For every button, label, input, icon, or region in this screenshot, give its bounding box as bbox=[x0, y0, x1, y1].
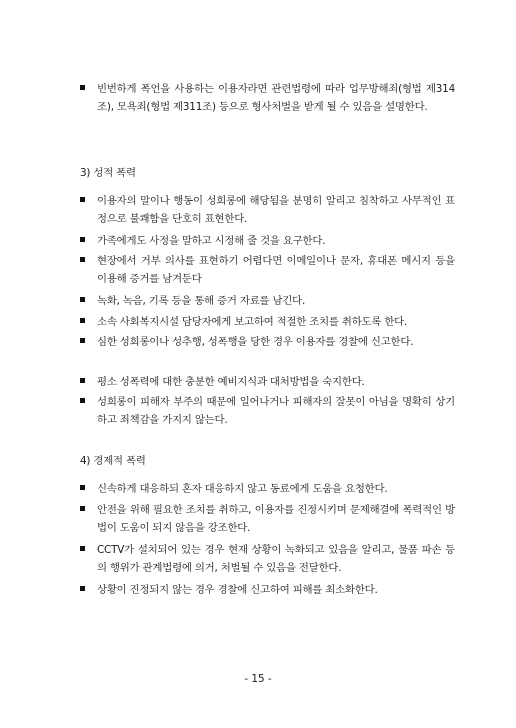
bullet-square-icon bbox=[80, 485, 85, 490]
bullet-square-icon bbox=[80, 378, 85, 383]
list-item-text: 녹화, 녹음, 기록 등을 통해 증거 자료를 남긴다. bbox=[97, 295, 306, 307]
bullet-square-icon bbox=[80, 237, 85, 242]
bullet-square-icon bbox=[80, 85, 85, 90]
list-item bbox=[80, 232, 455, 250]
list-item-text: 평소 성폭력에 대한 충분한 예비지식과 대처방법을 숙지한다. bbox=[97, 376, 365, 388]
list-item-text: 신속하게 대응하되 혼자 대응하지 않고 동료에게 도움을 요청한다. bbox=[97, 483, 388, 495]
list-item bbox=[80, 192, 455, 228]
list-item bbox=[80, 480, 455, 498]
list-item bbox=[80, 252, 455, 288]
list-item bbox=[80, 393, 455, 429]
bullet-square-icon bbox=[80, 338, 85, 343]
list-item-text: 소속 사회복지시설 담당자에게 보고하여 적절한 조치를 취하도록 한다. bbox=[97, 316, 408, 328]
list-item bbox=[80, 581, 455, 599]
bullet-square-icon bbox=[80, 318, 85, 323]
list-item bbox=[80, 501, 455, 537]
list-item-text: 안전을 위해 필요한 조치를 취하고, 이용자를 진정시키며 문제해결에 폭력적인 방법이 도움이 되지 않음을 강조한다. bbox=[97, 504, 455, 534]
list-item bbox=[80, 541, 455, 577]
list-item bbox=[80, 313, 455, 331]
section-heading: 4) 경제적 폭력 bbox=[80, 455, 146, 467]
list-item-text: 심한 성희롱이나 성추행, 성폭행을 당한 경우 이용자를 경찰에 신고한다. bbox=[97, 336, 414, 348]
list-item-text: 성희롱이 피해자 부주의 때문에 일어나거나 피해자의 잘못이 아님을 명확히 상기하고 죄책감을 가지지 않는다. bbox=[97, 396, 455, 426]
list-item-text: 빈번하게 폭언을 사용하는 이용자라면 관련법령에 따라 업무방해죄(형법 제314조), 모욕죄(형법 제311조) 등으로 형사처벌을 받게 될 수 있음을 설명한다. bbox=[97, 83, 455, 113]
bullet-square-icon bbox=[80, 586, 85, 591]
list-item bbox=[80, 292, 455, 310]
list-item-text: 현장에서 거부 의사를 표현하기 어렵다면 이메일이나 문자, 휴대폰 메시지 등을 이용해 증거를 남겨둔다 bbox=[97, 255, 455, 285]
list-item bbox=[80, 373, 455, 391]
section-heading: 3) 성적 폭력 bbox=[80, 167, 136, 179]
list-item bbox=[80, 333, 455, 351]
bullet-square-icon bbox=[80, 257, 85, 262]
list-item-text: 상황이 진정되지 않는 경우 경찰에 신고하여 피해를 최소화한다. bbox=[97, 584, 378, 596]
bullet-square-icon bbox=[80, 506, 85, 511]
bullet-square-icon bbox=[80, 398, 85, 403]
list-item bbox=[80, 80, 455, 116]
list-item-text: 가족에게도 사정을 말하고 시정해 줄 것을 요구한다. bbox=[97, 235, 326, 247]
bullet-square-icon bbox=[80, 297, 85, 302]
list-item-text: CCTV가 설치되어 있는 경우 현재 상황이 녹화되고 있음을 알리고, 물품 파손 등의 행위가 관계법령에 의거, 처벌될 수 있음을 전달한다. bbox=[97, 544, 455, 574]
bullet-square-icon bbox=[80, 197, 85, 202]
page-number: - 15 - bbox=[244, 673, 272, 685]
bullet-square-icon bbox=[80, 546, 85, 551]
list-item-text: 이용자의 말이나 행동이 성희롱에 해당됨을 분명히 알리고 침착하고 사무적인 표정으로 불쾌함을 단호히 표현한다. bbox=[97, 195, 455, 225]
